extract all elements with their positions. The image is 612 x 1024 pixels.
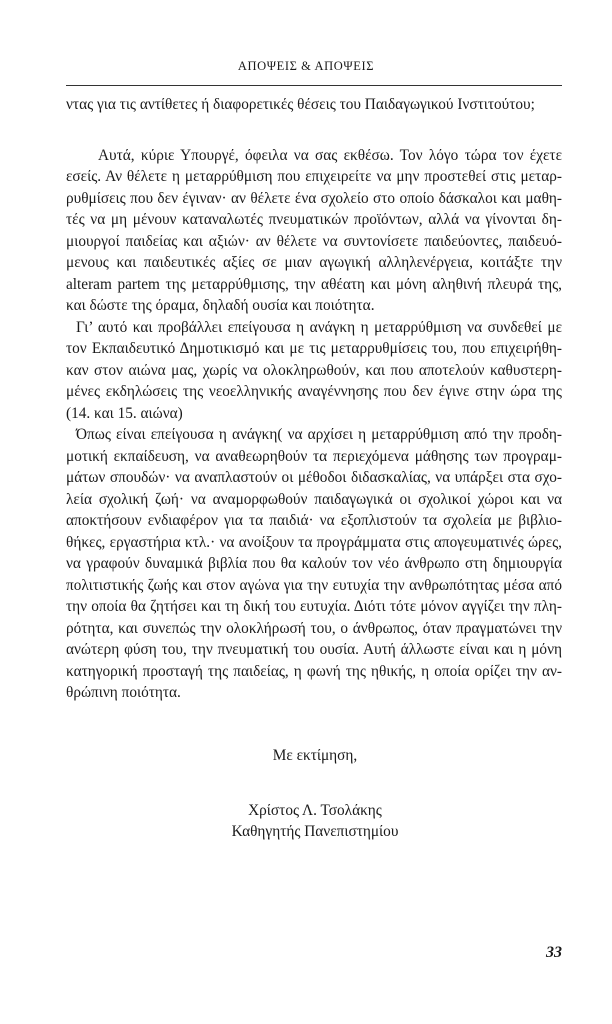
text-line: πολιτιστικής ζωής και στον αγώνα για την ευτυχία την ανθρωπότητας μέσα από: [66, 576, 562, 594]
text-line: ρυθμίσεις που δεν έγιναν· αν θέλετε ένα σχολείο στο οποίο δάσκαλοι και μαθη-: [66, 189, 562, 207]
text-line: μιουργοί παιδείας και αξιών· αν θέλετε να συντονίσετε παιδεύοντες, παιδευό-: [66, 232, 562, 250]
text-line: αποκτήσουν ενδιαφέρον για τα παιδιά· να εξοπλιστούν τα σχολεία με βιβλιο-: [66, 512, 562, 529]
paragraph-gap: [66, 116, 562, 145]
paragraph: [66, 145, 562, 317]
text-line: alteram partem της μεταρρύθμισης, την αθέατη και μόνη αληθινή πλευρά της,: [66, 275, 562, 293]
letter-body: [66, 94, 562, 704]
running-header: ΑΠΟΨΕΙΣ & ΑΠΟΨΕΙΣ: [237, 59, 375, 73]
text-line: θήκες, εργαστήρια κτλ.· να ανοίξουν τα προγράμματα στις απογευματινές ώρες,: [66, 533, 562, 551]
text-line: (14. και 15. αιώνα): [66, 404, 183, 422]
signatory-title: Καθηγητής Πανεπιστημίου: [231, 823, 399, 840]
closing-salutation: Με εκτίμηση,: [272, 747, 358, 764]
page-number: 33: [546, 944, 562, 961]
text-line: ντας για τις αντίθετες ή διαφορετικές θέσεις του Παιδαγωγικού Ινστιτούτου;: [66, 96, 535, 113]
text-line: και δώστε της όραμα, δηλαδή ουσία και ποιότητα.: [66, 297, 375, 314]
paragraph: [66, 317, 562, 425]
text-line: Γι’ αυτό και προβάλλει επείγουσα η ανάγκη η μεταρρύθμιση να συνδεθεί με: [76, 318, 562, 336]
paragraph: [66, 424, 562, 704]
header-rule: [66, 85, 562, 86]
text-line: ρότητα, και συνεπώς την ολοκλήρωσή του, ο άνθρωπος, όταν πραγματώνει την: [66, 619, 562, 637]
text-line: τές να μη μένουν καταναλωτές πνευματικών προϊόντων, αλλά να γίνονται δη-: [66, 211, 562, 228]
text-line: τον Εκπαιδευτικό Δημοτικισμό και με τις μεταρρυθμίσεις του, που επιχειρήθη-: [66, 340, 562, 357]
signatory-name: Χρίστος Λ. Τσολάκης: [248, 802, 382, 819]
text-line: να γραφούν δυναμικά βιβλία που θα καλούν τον νέο άνθρωπο στη δημιουργία: [66, 555, 562, 572]
text-line: Όπως είναι επείγουσα η ανάγκη( να αρχίσει η μεταρρύθμιση από την προδη-: [76, 426, 562, 443]
text-line: εσείς. Αν θέλετε η μεταρρύθμιση που επιχειρείτε να μην προστεθεί στις μεταρ-: [66, 168, 562, 185]
text-line: μοτική εκπαίδευση, να αναθεωρηθούν τα περιεχόμενα μάθησης των προγραμ-: [66, 447, 562, 465]
text-line: λεία σχολική ζωή· να αναμορφωθούν παιδαγωγικά οι σχολικοί χώροι και να: [66, 490, 562, 508]
text-line: θρώπινη ποιότητα.: [66, 684, 181, 701]
text-line: την οποία θα ζητήσει και τη δική του ευτυχία. Διότι τότε μόνον αγγίζει την πλη-: [66, 598, 562, 615]
paragraph: [66, 94, 562, 116]
text-line: καν στον αιώνα μας, χωρίς να ολοκληρωθούν, και που αποτελούν καθυστερη-: [66, 361, 562, 379]
text-line: μενους και παιδευτικές αξίες σε μιαν αγωγική αλληλενέργεια, κοιτάξτε την: [66, 254, 562, 271]
text-line: κατηγορική προσταγή της παιδείας, η φωνή της ηθικής, η οποία ορίζει την αν-: [66, 662, 562, 680]
text-line: μάτων σπουδών· να αναπλαστούν οι μέθοδοι διδασκαλίας, να υπάρξει στα σχο-: [66, 469, 562, 486]
text-line: ανώτερη φύση του, την πνευματική του ουσία. Αυτή άλλωστε είναι και η μόνη: [66, 641, 562, 658]
text-line: Αυτά, κύριε Υπουργέ, όφειλα να σας εκθέσω. Τον λόγο τώρα τον έχετε: [98, 146, 562, 164]
text-line: μένες εκδηλώσεις της νεοελληνικής αναγέννησης που δεν έγινε στην ώρα της: [66, 383, 562, 400]
